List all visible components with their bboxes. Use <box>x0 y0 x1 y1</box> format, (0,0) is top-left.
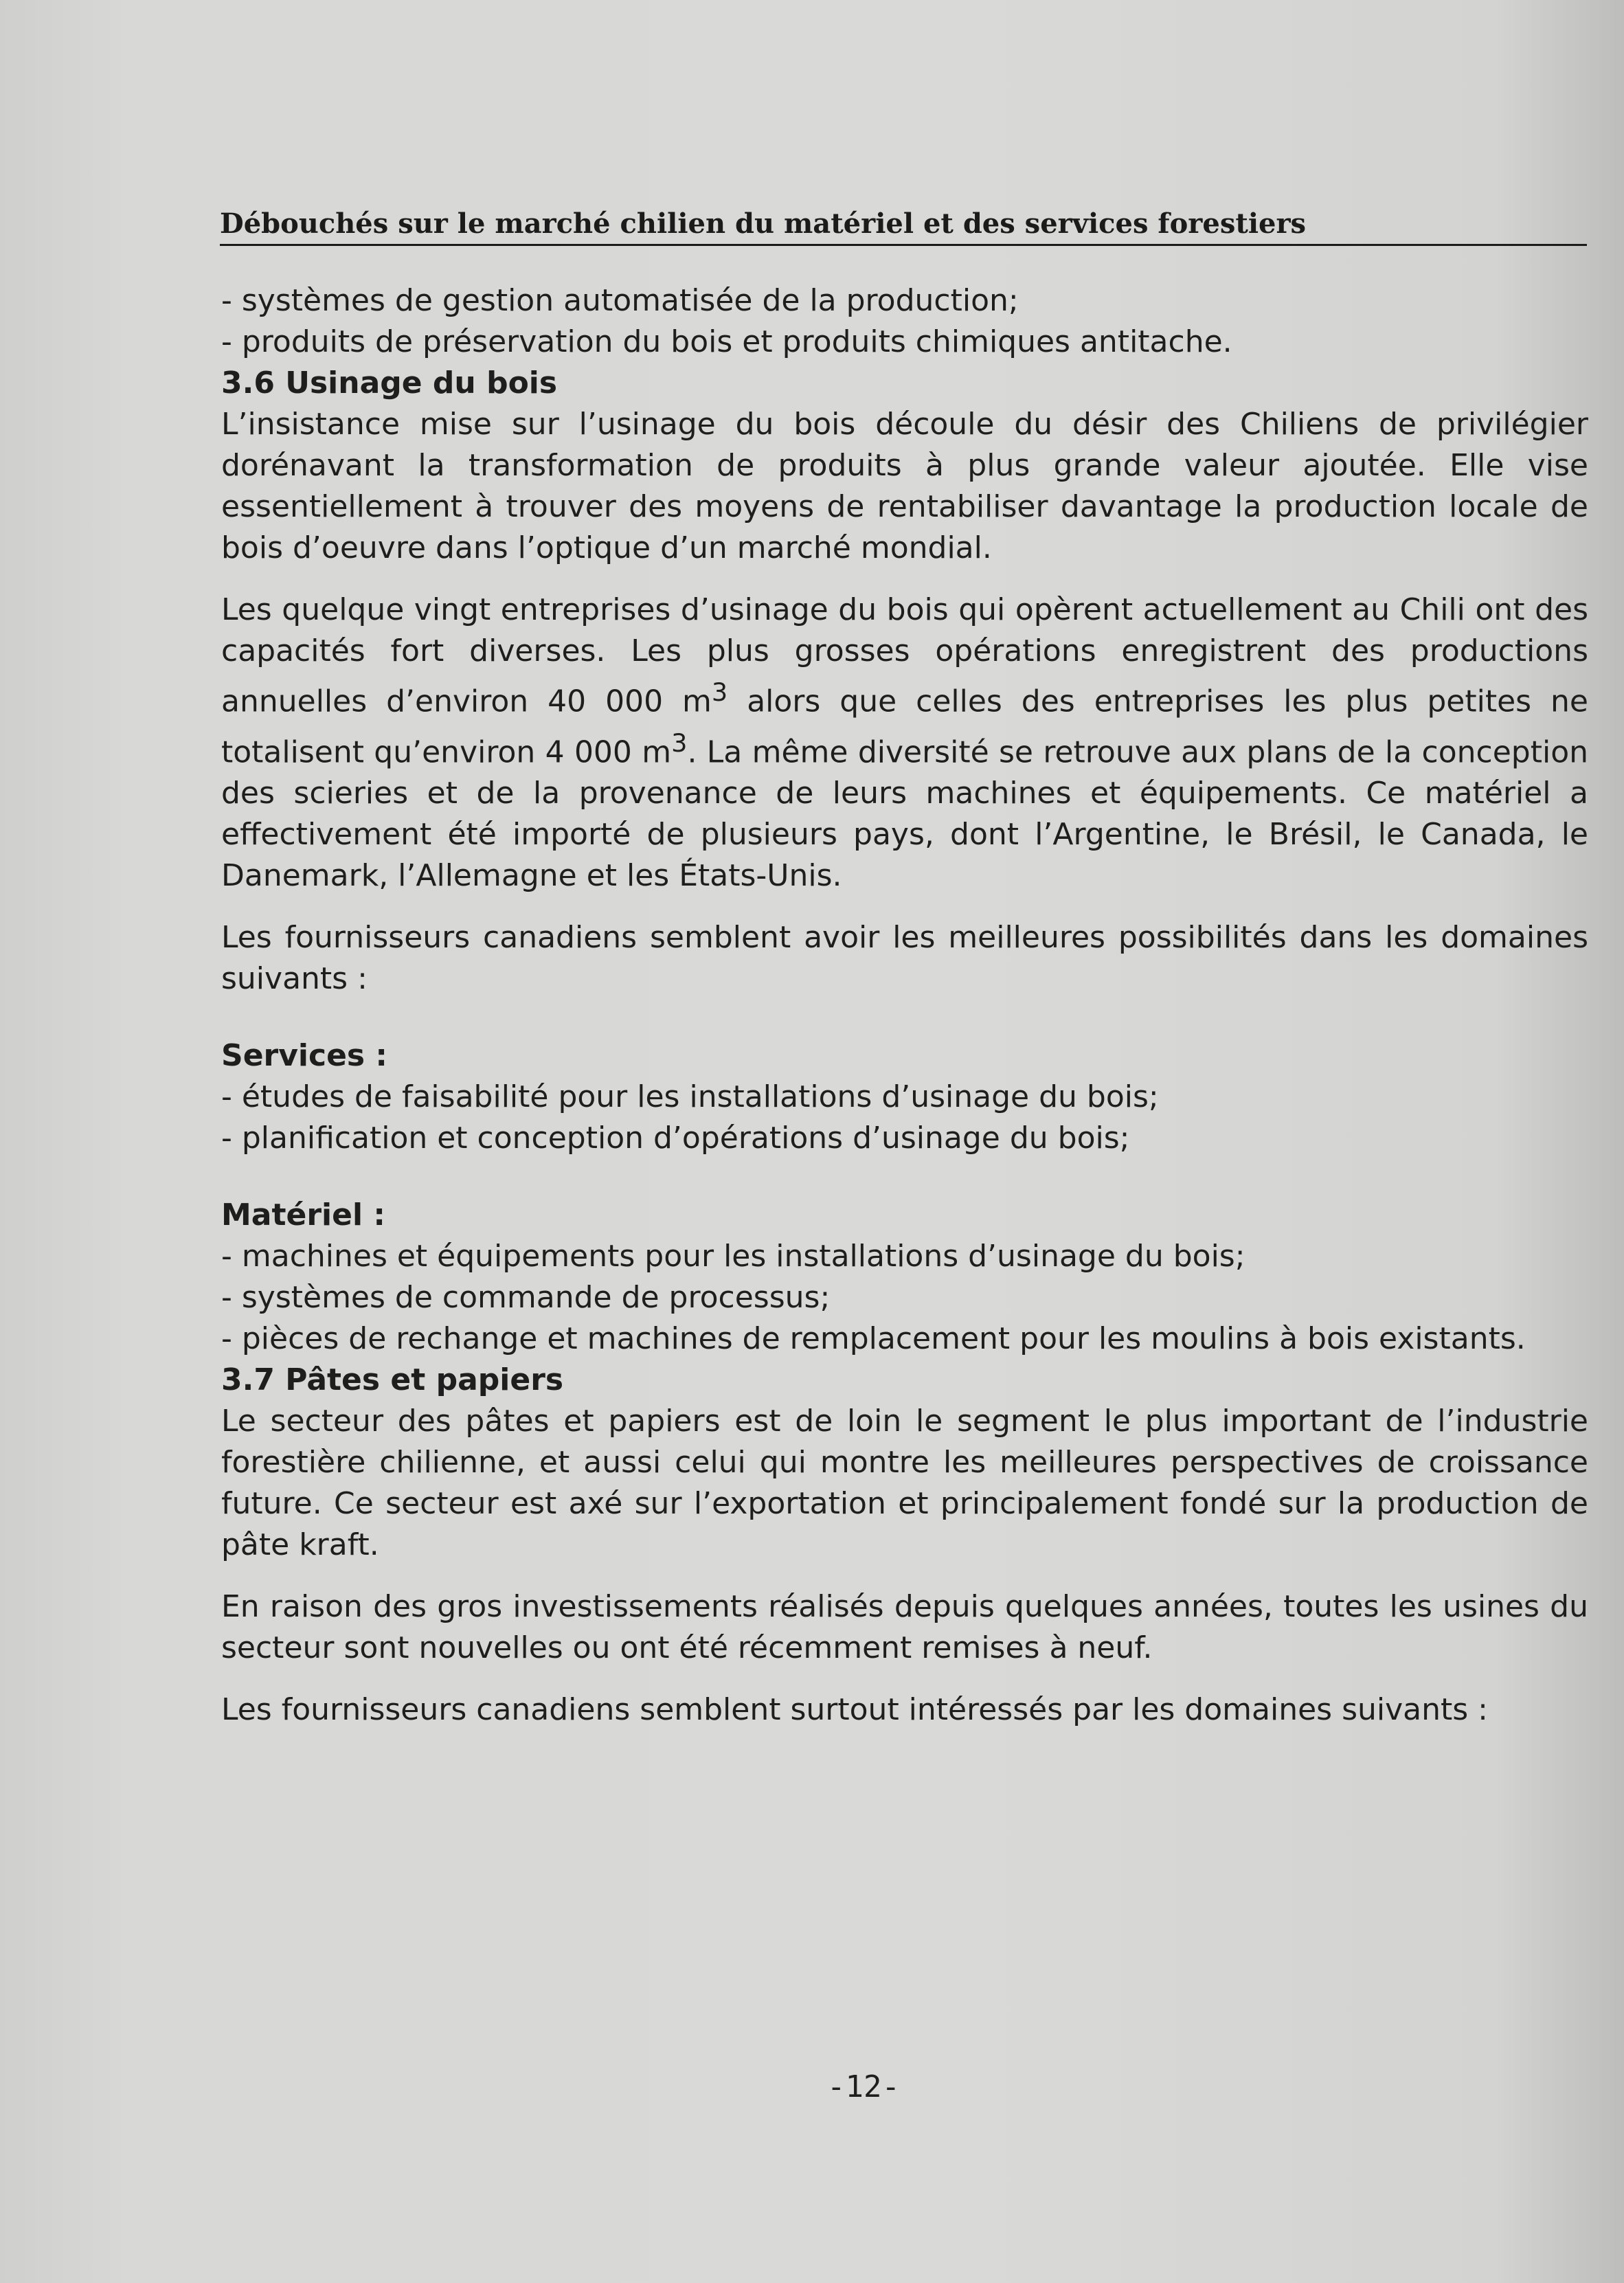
page-number: -12- <box>827 2069 900 2104</box>
list-item: - pièces de rechange et machines de remplacement pour les moulins à bois existants. <box>221 1321 1526 1357</box>
paragraph: L’insistance mise sur l’usinage du bois découle du désir des Chiliens de privilégier dorénavant la transformation de produits à plus grande valeur ajoutée. Elle vise essentiellement à trouver des moyens de rentabiliser davantage la production locale de bois d’oeuvre dans l’optique d’un marché mondial. <box>221 407 1588 565</box>
page-body <box>221 280 1588 1731</box>
section-heading: 3.6 Usinage du bois <box>221 365 558 401</box>
paragraph <box>221 589 1588 897</box>
paragraph-text: . La même diversité se retrouve aux plans de la conception des scieries et de la provenance de leurs machines et équipements. Ce matériel a effectivement été importé de plusieurs pays, dont l’Argentine, le Brésil, le Canada, le Danemark, l’Allemagne et les États-Unis. <box>221 734 1588 894</box>
paragraph: Le secteur des pâtes et papiers est de loin le segment le plus important de l’industrie forestière chilienne, et aussi celui qui montre les meilleures perspectives de croissance future. Ce secteur est axé sur l’exportation et principalement fondé sur la production de pâte kraft. <box>221 1404 1588 1563</box>
paragraph: En raison des gros investissements réalisés depuis quelques années, toutes les usines du secteur sont nouvelles ou ont été récemment remises à neuf. <box>221 1589 1588 1666</box>
paragraph: Les fournisseurs canadiens semblent surtout intéressés par les domaines suivants : <box>221 1692 1488 1728</box>
list-item: - produits de préservation du bois et produits chimiques antitache. <box>221 324 1232 359</box>
running-header: Débouchés sur le marché chilien du matériel et des services forestiers <box>220 207 1587 246</box>
superscript: 3 <box>671 728 688 758</box>
list-item: - systèmes de commande de processus; <box>221 1280 831 1316</box>
list-item: - systèmes de gestion automatisée de la production; <box>221 283 1019 318</box>
section-heading: 3.7 Pâtes et papiers <box>221 1362 564 1398</box>
list-item: - planification et conception d’opérations d’usinage du bois; <box>221 1121 1130 1156</box>
list-item: - machines et équipements pour les installations d’usinage du bois; <box>221 1239 1245 1274</box>
list-item: - études de faisabilité pour les installations d’usinage du bois; <box>221 1079 1159 1115</box>
paragraph-text: Les quelque vingt entreprises d’usinage du bois qui opèrent actuellement au Chili ont des capacités fort diverses. Les plus grosses opérations enregistrent des productions annuelles d’environ 40 000 m <box>221 592 1588 719</box>
subheading-materiel: Matériel : <box>221 1197 385 1233</box>
paragraph-text: alors que celles des entreprises les plus petites ne totalisent qu’environ 4 000 m <box>221 684 1588 770</box>
paragraph: Les fournisseurs canadiens semblent avoir les meilleures possibilités dans les domaines suivants : <box>221 920 1588 997</box>
subheading-services: Services : <box>221 1038 388 1074</box>
superscript: 3 <box>711 677 728 707</box>
